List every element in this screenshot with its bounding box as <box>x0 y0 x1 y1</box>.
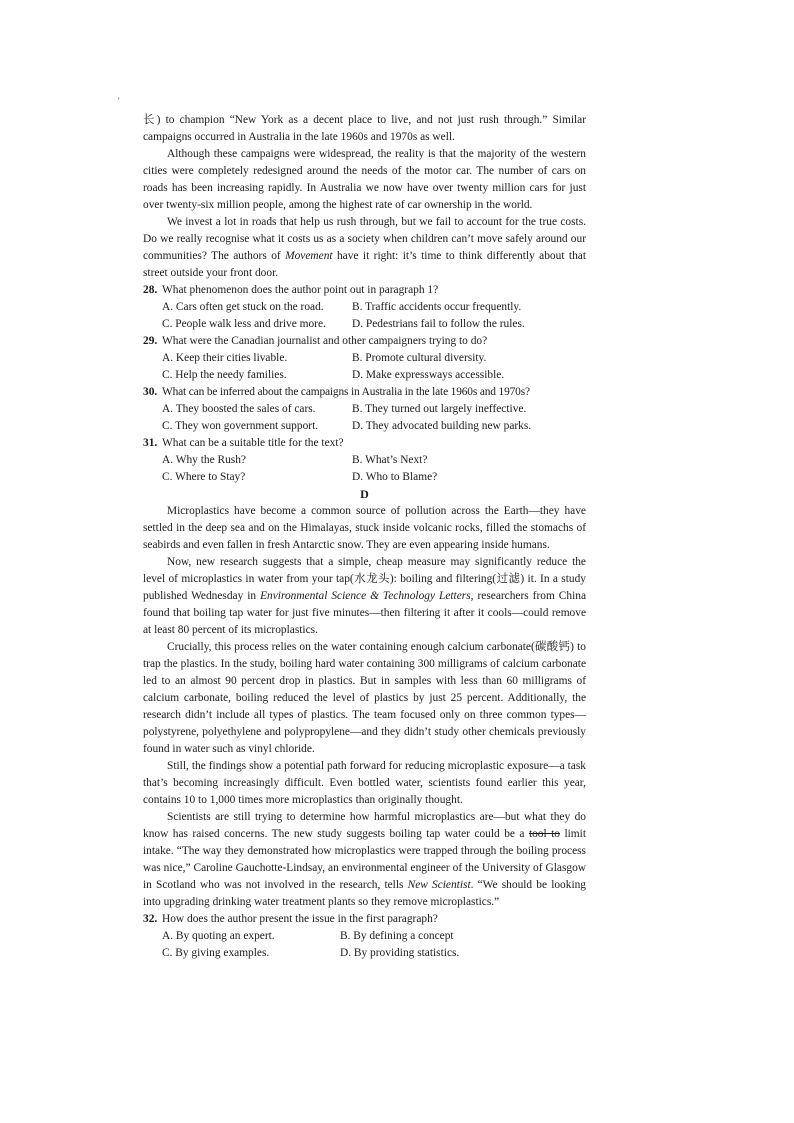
question-30-options <box>143 401 586 435</box>
option-a: A. Why the Rush? <box>162 454 246 466</box>
question-number: 31. <box>143 437 158 449</box>
question-32-options <box>143 928 586 962</box>
question-31-options <box>143 452 586 486</box>
question-29-options <box>143 350 586 384</box>
question-stem: What can be a suitable title for the text? <box>162 437 344 449</box>
question-number: 29. <box>143 335 158 347</box>
question-number: 32. <box>143 913 158 925</box>
question-stem: What phenomenon does the author point out in paragraph 1? <box>162 284 439 296</box>
book-title: Movement <box>285 250 333 262</box>
passage-c-paragraph: Although these campaigns were widespread, the reality is that the majority of the western cities were completely redesigned around the needs of the motor car. The number of cars on roads has been increasing rapidly. In Australia we now have over twenty million cars for just over twenty-six million people, among the highest rate of car ownership in the world. <box>143 148 586 211</box>
question-32 <box>143 911 586 928</box>
question-30 <box>143 384 586 401</box>
question-31 <box>143 435 586 452</box>
question-28-options <box>143 299 586 333</box>
passage-c-paragraph: We invest a lot in roads that help us rush through, but we fail to account for the true costs. Do we really recognise what it costs us as a society when children can’t move safely around our communities? The authors of Movement have it right: it’s time to think differently about that street outside your front door. <box>143 216 586 279</box>
option-d: D. Make expressways accessible. <box>352 369 505 381</box>
question-stem: What were the Canadian journalist and other campaigners trying to do? <box>162 335 488 347</box>
option-c: C. By giving examples. <box>162 947 270 959</box>
journal-title: Environmental Science & Technology Letters <box>260 590 471 602</box>
passage-d-paragraph: Microplastics have become a common source of pollution across the Earth—they have settled in the deep sea and on the Himalayas, stuck inside volcanic rocks, filled the stomachs of seabirds and even fallen in fresh Antarctic snow. They are even appearing inside humans. <box>143 505 586 551</box>
exam-page <box>143 112 586 962</box>
option-c: C. Where to Stay? <box>162 471 246 483</box>
option-a: A. Cars often get stuck on the road. <box>162 301 324 313</box>
question-28 <box>143 282 586 299</box>
option-b: B. Traffic accidents occur frequently. <box>352 301 522 313</box>
question-number: 30. <box>143 386 158 398</box>
option-a: A. Keep their cities livable. <box>162 352 288 364</box>
option-c: C. People walk less and drive more. <box>162 318 326 330</box>
passage-c-continuation: 长) to champion “New York as a decent place to live, and not just rush through.” Similar campaigns occurred in Australia in the late 1960s and 1970s as well. <box>143 114 586 143</box>
option-d: D. They advocated building new parks. <box>352 420 532 432</box>
struck-text: tool to <box>528 828 560 840</box>
option-b: B. By defining a concept <box>340 930 454 942</box>
option-d: D. Pedestrians fail to follow the rules. <box>352 318 525 330</box>
option-b: B. They turned out largely ineffective. <box>352 403 527 415</box>
option-b: B. Promote cultural diversity. <box>352 352 487 364</box>
margin-mark: ' <box>118 96 120 106</box>
question-stem: What can be inferred about the campaigns in Australia in the late 1960s and 1970s? <box>162 386 530 398</box>
magazine-title: New Scientist <box>407 879 471 891</box>
section-heading-d: D <box>360 487 369 501</box>
option-a: A. They boosted the sales of cars. <box>162 403 316 415</box>
option-c: C. They won government support. <box>162 420 319 432</box>
passage-d-paragraph: Still, the findings show a potential path forward for reducing microplastic exposure—a task that’s becoming increasingly difficult. Even bottled water, scientists found earlier this year, contains 10 to 1,000 times more microplastics than originally thought. <box>143 760 586 806</box>
question-number: 28. <box>143 284 158 296</box>
option-d: D. By providing statistics. <box>340 947 460 959</box>
option-b: B. What’s Next? <box>352 454 428 466</box>
option-c: C. Help the needy families. <box>162 369 287 381</box>
option-d: D. Who to Blame? <box>352 471 438 483</box>
passage-d-paragraph: Crucially, this process relies on the water containing enough calcium carbonate(碳酸钙) to trap the plastics. In the study, boiling hard water containing 300 milligrams of calcium carbonate led to an almost 90 percent drop in plastics. But in samples with less than 60 milligrams of calcium carbonate, boiling reduced the level of plastics by just 25 percent. Additionally, the research didn’t include all types of plastics. The team focused only on three common types—polystyrene, polyethylene and polypropylene—and they didn’t study other chemicals previously found in water such as vinyl chloride. <box>143 641 586 755</box>
question-stem: How does the author present the issue in the first paragraph? <box>162 913 438 925</box>
passage-d-paragraph: Scientists are still trying to determine how harmful microplastics are—but what they do know has raised concerns. The new study suggests boiling tap water could be a tool to limit intake. “The way they demonstrated how microplastics were trapped through the boiling process was nice,” Caroline Gauchotte-Lindsay, an environmental engineer of the University of Glasgow in Scotland who was not involved in the research, tells New Scientist. “We should be looking into upgrading drinking water treatment plants so they remove microplastics.” <box>143 811 586 908</box>
passage-d-paragraph: Now, new research suggests that a simple, cheap measure may significantly reduce the level of microplastics in water from your tap(水龙头): boiling and filtering(过滤) it. In a study published Wednesday in Environmental Science & Technology Letters, researchers from China found that boiling tap water for just five minutes—then filtering it after it cools—could remove at least 80 percent of its microplastics. <box>143 556 586 636</box>
question-29 <box>143 333 586 350</box>
option-a: A. By quoting an expert. <box>162 930 275 942</box>
